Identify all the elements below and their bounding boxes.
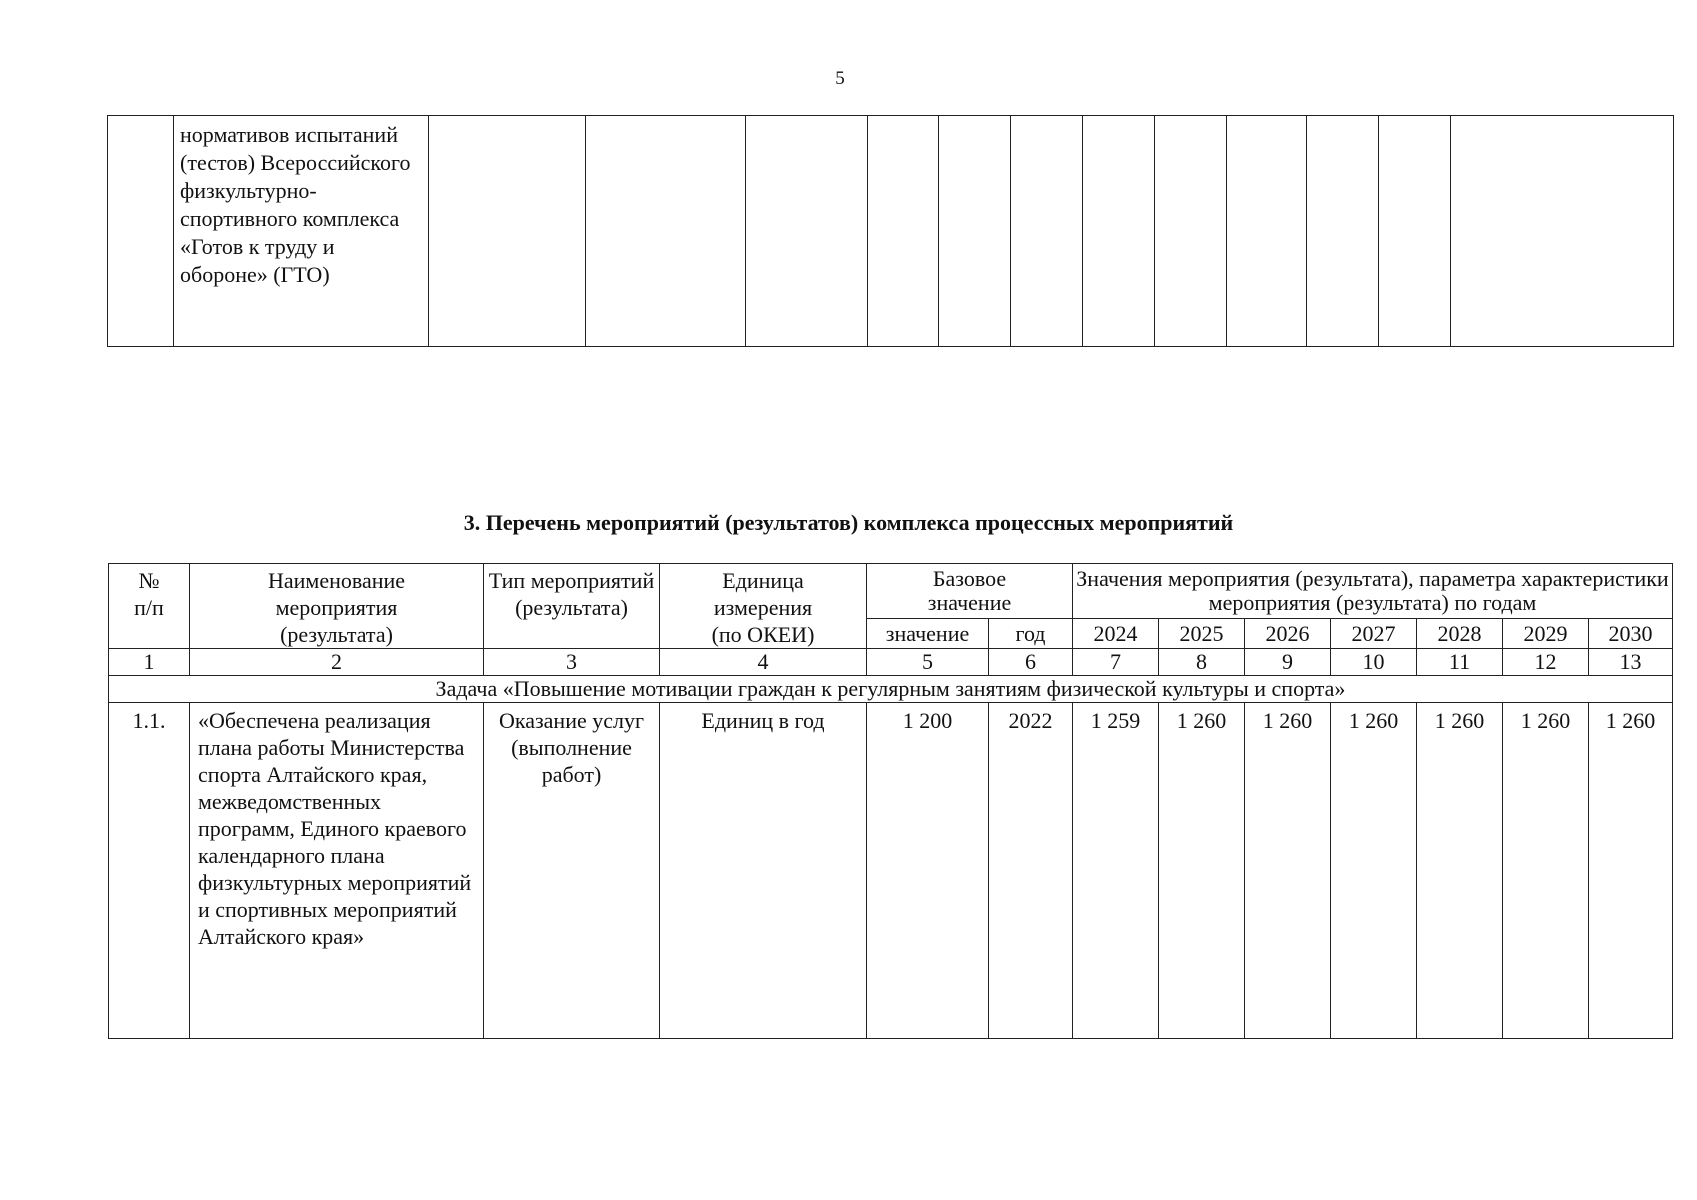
continuation-name-cell	[174, 116, 429, 347]
cell	[868, 116, 939, 347]
header-year: 2029	[1503, 619, 1589, 649]
row-base-year: 2022	[989, 703, 1073, 1039]
column-number: 10	[1331, 649, 1417, 676]
column-number: 12	[1503, 649, 1589, 676]
column-number: 2	[190, 649, 484, 676]
header-num: № п/п	[109, 564, 190, 649]
column-number: 7	[1073, 649, 1159, 676]
row-value: 1 260	[1417, 703, 1503, 1039]
header-name: Наименование мероприятия (результата)	[190, 564, 484, 649]
cell	[1227, 116, 1307, 347]
cell	[429, 116, 586, 347]
column-number: 4	[660, 649, 867, 676]
task-row	[109, 676, 1673, 703]
header-base: Базовое значение	[867, 564, 1073, 619]
table-row	[109, 703, 1673, 1039]
header-base-year: год	[989, 619, 1073, 649]
row-type: Оказание услуг (выполнение работ)	[484, 703, 660, 1039]
cell	[108, 116, 174, 347]
header-unit: Единица измерения (по ОКЕИ)	[660, 564, 867, 649]
column-number: 5	[867, 649, 989, 676]
continuation-row	[108, 116, 1674, 347]
row-value: 1 260	[1503, 703, 1589, 1039]
row-num: 1.1.	[109, 703, 190, 1039]
column-number: 11	[1417, 649, 1503, 676]
continuation-table	[107, 115, 1674, 347]
column-number: 1	[109, 649, 190, 676]
row-value: 1 260	[1245, 703, 1331, 1039]
row-value: 1 259	[1073, 703, 1159, 1039]
continuation-name-text: нормативов испытаний (тестов) Всероссийского физкультурно-спортивного комплекса «Готов к труду и обороне» (ГТО)	[180, 122, 411, 287]
measures-table	[108, 563, 1673, 1039]
task-text: Задача «Повышение мотивации граждан к регулярным занятиям физической культуры и спорта»	[109, 676, 1673, 703]
cell	[939, 116, 1011, 347]
cell	[746, 116, 868, 347]
column-number: 13	[1589, 649, 1673, 676]
cell	[1011, 116, 1083, 347]
cell	[586, 116, 746, 347]
row-value: 1 260	[1159, 703, 1245, 1039]
column-number: 3	[484, 649, 660, 676]
cell	[1307, 116, 1379, 347]
row-value: 1 260	[1331, 703, 1417, 1039]
section-title: 3. Перечень мероприятий (результатов) комплекса процессных мероприятий	[463, 510, 1234, 535]
cell	[1083, 116, 1155, 347]
row-value: 1 260	[1589, 703, 1673, 1039]
header-base-value: значение	[867, 619, 989, 649]
cell	[1451, 116, 1674, 347]
column-numbers-row	[109, 649, 1673, 676]
row-unit: Единиц в год	[660, 703, 867, 1039]
header-values: Значения мероприятия (результата), параметра характеристики мероприятия (результата) по годам	[1073, 564, 1673, 619]
header-year: 2027	[1331, 619, 1417, 649]
column-number: 6	[989, 649, 1073, 676]
header-row-1	[109, 564, 1673, 619]
header-year: 2028	[1417, 619, 1503, 649]
header-year: 2025	[1159, 619, 1245, 649]
row-name: «Обеспечена реализация плана работы Министерства спорта Алтайского края, межведомственных программ, Единого краевого календарного плана физкультурных мероприятий и спортивных мероприятий Алтайского края»	[190, 703, 484, 1039]
header-year: 2026	[1245, 619, 1331, 649]
column-number: 8	[1159, 649, 1245, 676]
page-number: 5	[835, 68, 845, 89]
header-year: 2030	[1589, 619, 1673, 649]
cell	[1155, 116, 1227, 347]
cell	[1379, 116, 1451, 347]
header-type: Тип мероприятий (результата)	[484, 564, 660, 649]
row-base-value: 1 200	[867, 703, 989, 1039]
header-year: 2024	[1073, 619, 1159, 649]
column-number: 9	[1245, 649, 1331, 676]
